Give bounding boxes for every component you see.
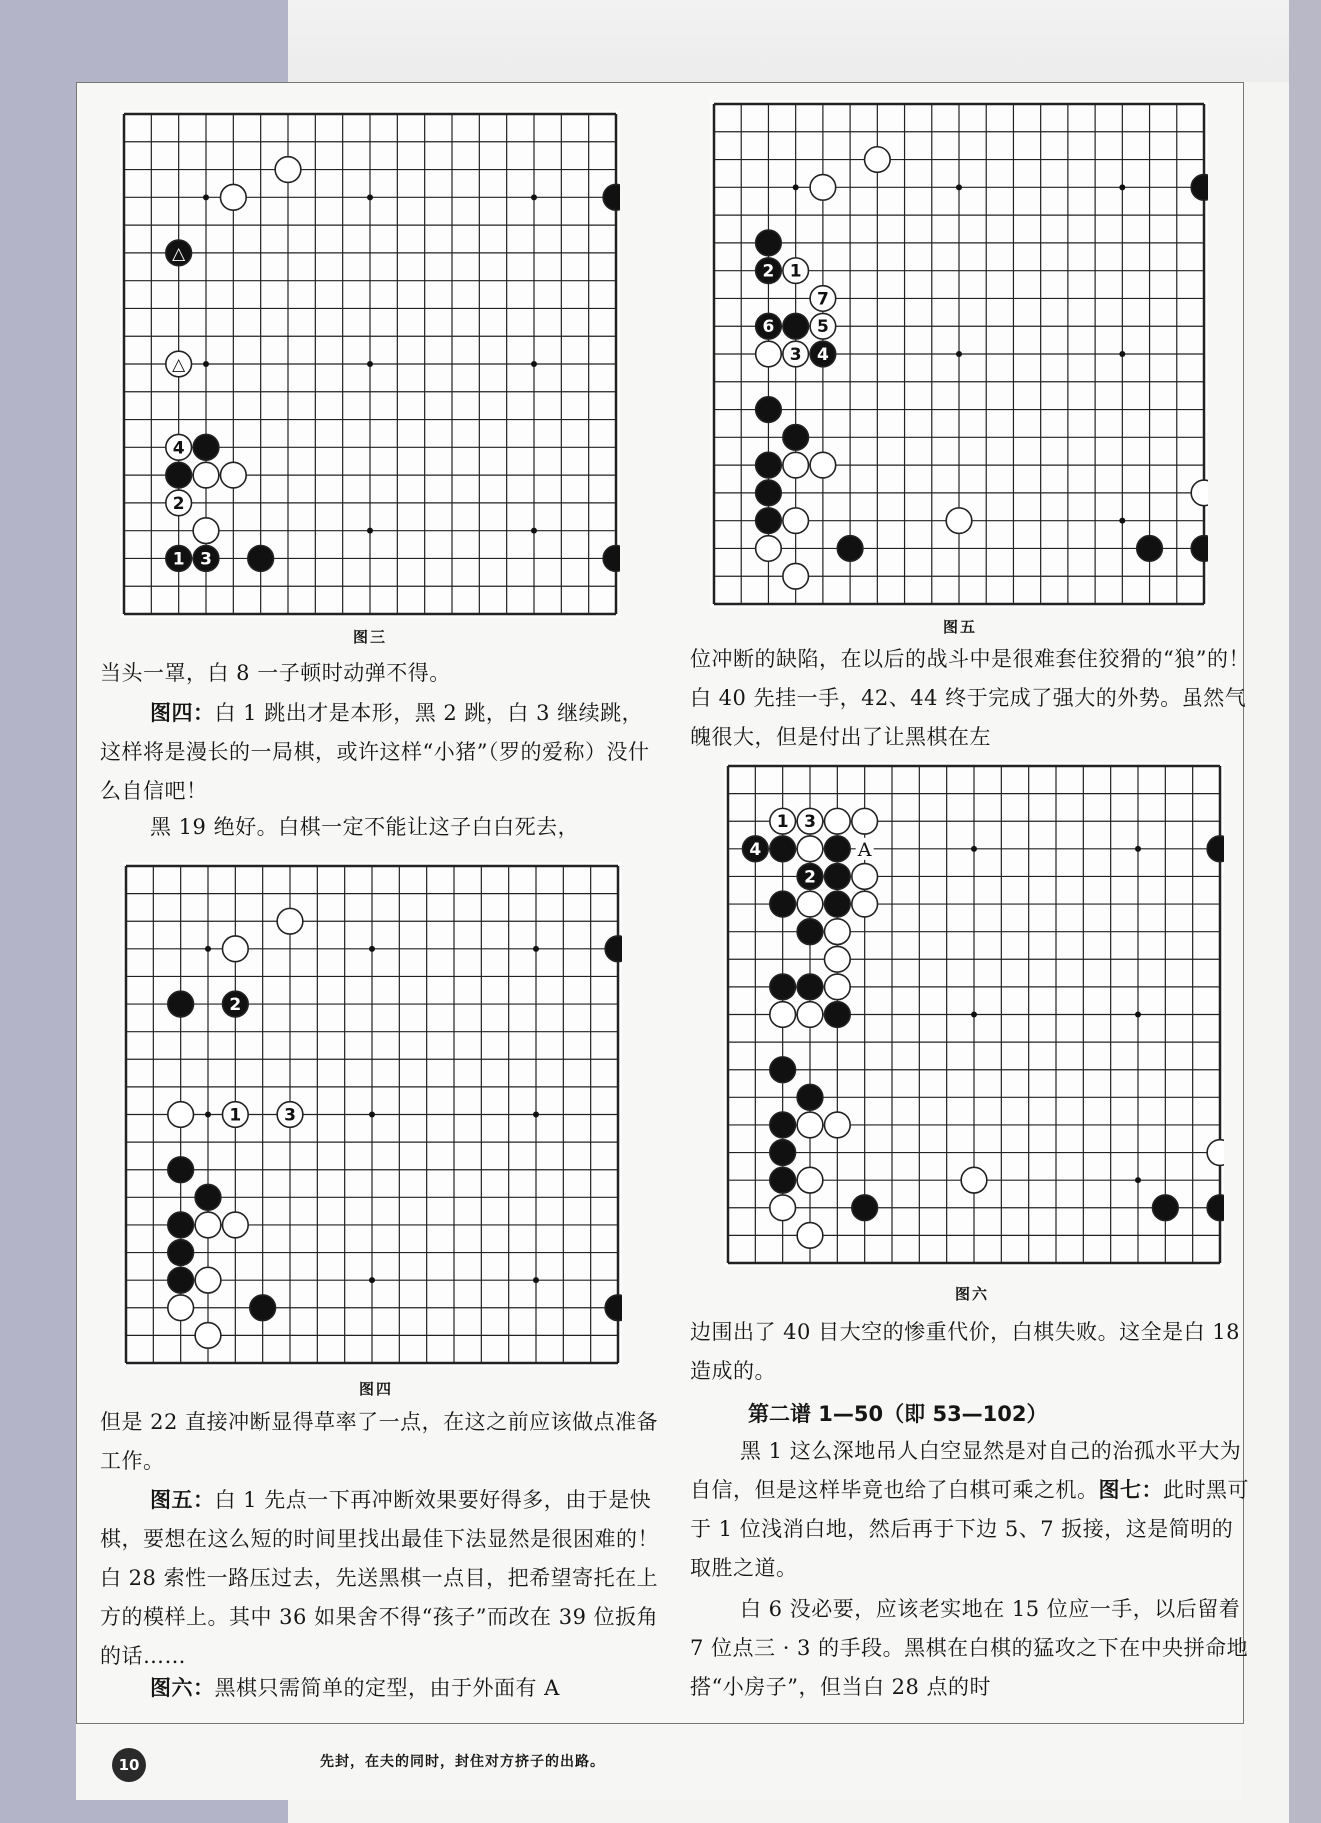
fig5-stone-label: 1 [789,261,802,282]
fig3-stone-circle [193,462,219,488]
fig4-stone-circle [605,1295,622,1321]
fig3-white-stone [275,157,301,183]
fig5-stone-label: 6 [762,317,775,338]
left-text-6: 黑棋只需简单的定型，由于外面有 A [214,1676,560,1700]
fig4-star-point [533,946,539,952]
fig4-white-stone [222,1102,248,1128]
fig6-stone-circle [1207,1195,1224,1221]
fig6-black-stone [824,836,850,862]
fig6-white-stone [770,808,796,834]
fig4-white-stone [222,1212,248,1238]
fig5-star-point [956,184,962,190]
section-heading: 第二谱 1—50（即 53—102） [748,1402,1048,1426]
fig3-white-stone [220,462,246,488]
fig4-stone-circle [195,1212,221,1238]
right-text-1: 位冲断的缺陷，在以后的战斗中是很难套住狡猾的“狼”的！白 40 先挂一手，42、44 终于完成了强大的外势。虽然气魄很大，但是付出了让黑棋在左 [690,647,1250,749]
right-paragraph-2 [690,1313,1250,1391]
left-text-1: 当头一罩，白 8 一子顿时动弹不得。 [100,661,451,685]
right-text-3a: 黑 1 这么深地吊人白空显然是对自己的治孤水平大为自信，但是这样毕竟也给了白棋可乘之机。 [690,1439,1242,1502]
fig6-star-point [1135,1177,1141,1183]
fig4-star-point [369,1112,375,1118]
fig4-white-stone [195,1267,221,1293]
fig3-stone-label: △ [172,243,186,264]
caption-fig6: 图六 [954,1285,989,1303]
fig5-stone-circle [756,230,782,256]
fig6-white-stone [824,946,850,972]
caption-fig3: 图三 [352,628,387,646]
fig4-black-stone [168,1212,194,1238]
fig6-stone-label: 1 [776,812,789,833]
fig4-lead: 图四： [150,701,215,725]
fig6-stone-circle [797,1112,823,1138]
fig6-black-stone [770,891,796,917]
fig4-star-point [533,1277,539,1283]
fig4-star-point [369,1277,375,1283]
fig5-black-stone [756,452,782,478]
fig5-stone-circle [756,341,782,367]
fig5-white-stone [783,508,809,534]
fig3-black-stone [166,240,192,266]
fig5-stone-circle [946,508,972,534]
fig4-stone-label: 1 [229,1105,242,1126]
fig5-black-stone [810,341,836,367]
fig5-black-stone [783,313,809,339]
fig4-star-point [205,946,211,952]
fig5-stone-label: 3 [789,345,802,365]
fig6-stone-circle [824,836,850,862]
fig6-stone-circle [824,891,850,917]
left-text-2: 白 1 跳出才是本形，黑 2 跳，白 3 继续跳，这样将是漫长的一局棋，或许这样“小猪”（罗的爱称）没什么自信吧！ [100,701,650,803]
fig5-stone-circle [810,175,836,201]
fig5-stone-circle [783,452,809,478]
fig4-stone-circle [168,1157,194,1183]
fig3-stone-circle [603,546,620,572]
fig6-black-stone [770,1140,796,1166]
fig5-black-stone [756,258,782,284]
fig6-black-stone [770,1112,796,1138]
fig6-white-stone [824,808,850,834]
fig5-stone-label: 4 [816,345,829,365]
fig5-stone-circle [865,147,891,173]
fig5-white-stone [810,313,836,339]
fig6-white-stone [852,808,878,834]
fig4-star-point [369,946,375,952]
fig4-stone-circle [168,991,194,1017]
right-text-2: 边围出了 40 目大空的惨重代价，白棋失败。这全是白 18 造成的。 [690,1320,1240,1383]
go-board-fig6-svg [724,762,1224,1267]
fig6-stone-circle [824,946,850,972]
fig5-stone-circle [756,508,782,534]
fig5-stone-circle [783,313,809,339]
fig4-stone-circle [222,936,248,962]
left-paragraph-6 [100,1669,660,1708]
fig3-stone-circle [220,462,246,488]
fig3-stone-circle [603,184,620,210]
fig6-black-stone [1207,836,1224,862]
left-text-3: 黑 19 绝好。白棋一定不能让这子白白死去， [150,815,580,839]
fig5-white-stone [810,452,836,478]
fig6-stone-circle [770,974,796,1000]
fig6-black-stone [824,891,850,917]
fig5-white-stone [783,341,809,367]
right-text-3b: 此时黑可于 1 位浅消白地，然后再于下边 5、7 扳接，这是简明的取胜之道。 [690,1478,1249,1580]
fig6-white-stone [797,1112,823,1138]
fig6-white-stone [961,1167,987,1193]
fig3-star-point [531,361,537,367]
fig6-stone-circle [770,1140,796,1166]
left-paragraph-3 [100,808,660,847]
fig6-black-stone [770,836,796,862]
fig6-black-stone [742,836,768,862]
fig3-black-stone [166,462,192,488]
fig6-stone-circle [797,891,823,917]
fig5-stone-circle [756,480,782,506]
fig3-black-stone [603,184,620,210]
fig6-white-stone [797,808,823,834]
fig5-stone-label: 5 [816,317,829,338]
fig6-stone-circle [797,1002,823,1028]
fig6-black-stone [770,1167,796,1193]
fig6-white-stone [797,1002,823,1028]
go-board-fig4 [122,862,622,1367]
fig6-black-stone [770,974,796,1000]
fig3-stone-label: 4 [172,438,185,459]
left-text-4: 但是 22 直接冲断显得草率了一点，在这之前应该做点准备工作。 [100,1410,659,1473]
fig4-white-stone [195,1212,221,1238]
caption-fig5: 图五 [942,618,977,636]
fig6-stone-circle [961,1167,987,1193]
fig6-stone-label: 4 [749,839,762,860]
fig6-stone-circle [797,1084,823,1110]
fig5-white-stone [783,563,809,589]
fig5-star-point [793,184,799,190]
fig6-black-stone [1207,1195,1224,1221]
fig6-stone-circle [1207,836,1224,862]
go-board-fig3 [120,110,620,618]
fig6-stone-circle [824,864,850,890]
fig6-star-point [971,1012,977,1018]
fig5-stone-circle [783,563,809,589]
left-paragraph-5 [100,1481,660,1676]
fig4-white-stone [168,1295,194,1321]
right-paragraph-1 [690,640,1250,757]
fig5-stone-circle [1191,480,1208,506]
fig4-white-stone [222,936,248,962]
fig4-stone-circle [195,1267,221,1293]
fig5-stone-circle [756,397,782,423]
fig6-white-stone [770,1002,796,1028]
fig6-black-stone [797,1084,823,1110]
fig4-stone-circle [168,1102,194,1128]
fig6-black-stone [797,974,823,1000]
fig5-black-stone [756,230,782,256]
fig4-white-stone [277,908,303,934]
fig5-white-stone [783,452,809,478]
fig5-black-stone [783,425,809,451]
fig3-stone-label: 3 [200,549,212,570]
right-page-edge [1289,0,1321,1823]
fig3-black-stone [193,434,219,460]
fig5-black-stone [1191,175,1208,201]
fig3-black-stone [603,546,620,572]
fig6-stone-circle [797,974,823,1000]
fig5-black-stone [756,397,782,423]
left-paragraph-1 [100,654,660,693]
fig3-black-stone [248,546,274,572]
fig5-stone-label: 7 [816,289,829,310]
left-paragraph-2 [100,694,660,811]
fig4-stone-circle [168,1295,194,1321]
fig5-stone-circle [756,536,782,562]
fig6-black-stone [797,864,823,890]
fig6-stone-circle [1152,1195,1178,1221]
fig4-black-stone [250,1295,276,1321]
fig4-black-stone [222,991,248,1017]
fig5-black-stone [756,480,782,506]
fig6-stone-label: 2 [804,867,816,888]
fig5-white-stone [810,286,836,312]
fig3-white-stone [193,518,219,544]
fig4-black-stone [168,1240,194,1266]
fig5-black-stone [756,313,782,339]
fig3-stone-circle [248,546,274,572]
fig3-stone-circle [275,157,301,183]
fig5-stone-circle [810,452,836,478]
fig4-black-stone [605,936,622,962]
fig3-star-point [531,194,537,200]
right-text-4: 白 6 没必要，应该老实地在 15 位应一手，以后留着 7 位点三 · 3 的手段。黑棋在白棋的猛攻之下在中央拼命地搭“小房子”，但当白 28 点的时 [690,1597,1249,1699]
fig4-black-stone [605,1295,622,1321]
fig4-star-point [205,1112,211,1118]
fig6-white-stone [824,1112,850,1138]
footer-text: 先封，在夫的同时，封住对方挤子的出路。 [320,1754,605,1770]
fig4-stone-circle [168,1212,194,1238]
fig6-star-point [1135,1012,1141,1018]
fig5-stone-label: 2 [762,261,775,282]
fig3-stone-circle [220,184,246,210]
fig4-stone-label: 3 [284,1105,296,1126]
fig7-lead: 图七： [1098,1478,1163,1502]
fig6-star-point [1135,846,1141,852]
top-margin [288,0,1289,82]
fig3-stone-label: 2 [172,493,185,514]
fig6-stone-label: 3 [804,812,816,833]
right-paragraph-4 [690,1590,1250,1707]
fig6-stone-circle [797,1223,823,1249]
fig6-white-stone [852,864,878,890]
fig6-stone-circle [770,1112,796,1138]
fig5-black-stone [756,508,782,534]
fig6-stone-circle [852,1195,878,1221]
fig4-stone-circle [195,1184,221,1210]
go-board-fig5-svg [710,100,1208,608]
fig5-star-point [1119,184,1125,190]
fig6-stone-circle [824,808,850,834]
fig6-stone-circle [824,1112,850,1138]
fig4-stone-circle [168,1267,194,1293]
fig5-stone-circle [1191,175,1208,201]
fig6-white-stone [770,1195,796,1221]
fig3-white-stone [166,434,192,460]
footer-band [76,1724,1242,1800]
fig5-black-stone [1191,536,1208,562]
fig5-stone-circle [1137,536,1163,562]
fig3-stone-circle [193,518,219,544]
fig6-stone-circle [852,808,878,834]
fig3-stone-circle [166,462,192,488]
fig3-star-point [367,528,373,534]
fig3-white-stone [220,184,246,210]
fig6-black-stone [824,1002,850,1028]
fig6-stone-circle [797,1167,823,1193]
fig5-lead: 图五： [150,1488,215,1512]
fig6-stone-circle [770,891,796,917]
fig6-black-stone [770,1057,796,1083]
fig6-stone-circle [852,891,878,917]
fig5-white-stone [865,147,891,173]
left-text-5: 白 1 先点一下再冲断效果要好得多，由于是快棋，要想在这么短的时间里找出最佳下法显然是很困难的！白 28 索性一路压过去，先送黑棋一点目，把希望寄托在上方的模样上。其中 36 如果舍不得“孩子”而改在 39 位扳角的话…… [100,1488,659,1668]
fig6-letter-label: A [857,838,872,861]
fig6-black-stone [1152,1195,1178,1221]
fig4-stone-circle [277,908,303,934]
fig4-stone-circle [222,1212,248,1238]
fig4-star-point [533,1112,539,1118]
fig6-black-stone [852,1195,878,1221]
fig4-stone-label: 2 [229,995,242,1016]
fig6-white-stone [824,919,850,945]
go-board-fig6 [724,762,1224,1267]
fig3-stone-label: 1 [172,549,185,570]
fig6-white-stone [852,891,878,917]
fig6-black-stone [824,864,850,890]
fig5-star-point [1119,518,1125,524]
fig4-white-stone [168,1102,194,1128]
fig5-white-stone [756,536,782,562]
go-board-fig5 [710,100,1208,608]
fig3-stone-circle [193,434,219,460]
fig3-star-point [367,361,373,367]
fig5-black-stone [837,536,863,562]
fig3-star-point [367,194,373,200]
fig4-black-stone [195,1184,221,1210]
fig5-stone-circle [1191,536,1208,562]
fig6-stone-circle [852,864,878,890]
fig6-star-point [971,846,977,852]
fig4-white-stone [277,1102,303,1128]
fig6-stone-circle [824,974,850,1000]
fig6-stone-circle [1207,1140,1224,1166]
caption-fig4: 图四 [358,1380,393,1398]
fig3-star-point [203,194,209,200]
fig4-black-stone [168,1267,194,1293]
fig3-star-point [531,528,537,534]
fig5-star-point [956,351,962,357]
fig5-stone-circle [837,536,863,562]
fig6-white-stone [1207,1140,1224,1166]
fig6-stone-circle [824,919,850,945]
fig5-white-stone [1191,480,1208,506]
fig3-white-stone [166,490,192,516]
fig6-lead: 图六： [150,1676,215,1700]
page-number: 10 [112,1748,146,1782]
fig5-white-stone [783,258,809,284]
fig3-star-point [203,361,209,367]
fig5-white-stone [946,508,972,534]
fig4-stone-circle [250,1295,276,1321]
fig3-white-stone [193,462,219,488]
fig5-stone-circle [756,452,782,478]
fig5-stone-circle [783,425,809,451]
fig6-white-stone [797,836,823,862]
fig6-stone-circle [770,1167,796,1193]
fig3-black-stone [166,546,192,572]
go-board-fig3-svg [120,110,620,618]
fig6-stone-circle [797,919,823,945]
fig5-black-stone [1137,536,1163,562]
fig3-stone-label: △ [172,355,186,375]
right-paragraph-3 [690,1432,1250,1588]
fig3-white-stone [166,351,192,377]
fig5-white-stone [756,341,782,367]
fig4-stone-circle [168,1240,194,1266]
fig6-stone-circle [770,1195,796,1221]
fig4-stone-circle [605,936,622,962]
fig4-white-stone [195,1323,221,1349]
fig6-stone-circle [770,1057,796,1083]
fig4-stone-circle [195,1323,221,1349]
fig6-stone-circle [824,1002,850,1028]
fig6-white-stone [797,1167,823,1193]
go-board-fig4-svg [122,862,622,1367]
fig3-black-stone [193,546,219,572]
fig6-black-stone [797,919,823,945]
fig5-stone-circle [783,508,809,534]
fig6-stone-circle [770,836,796,862]
left-paragraph-4 [100,1403,660,1481]
fig6-stone-circle [797,836,823,862]
fig4-black-stone [168,991,194,1017]
fig6-white-stone [797,891,823,917]
fig6-white-stone [824,974,850,1000]
fig5-white-stone [810,175,836,201]
fig5-star-point [1119,351,1125,357]
fig6-white-stone [797,1223,823,1249]
fig4-black-stone [168,1157,194,1183]
fig6-stone-circle [770,1002,796,1028]
